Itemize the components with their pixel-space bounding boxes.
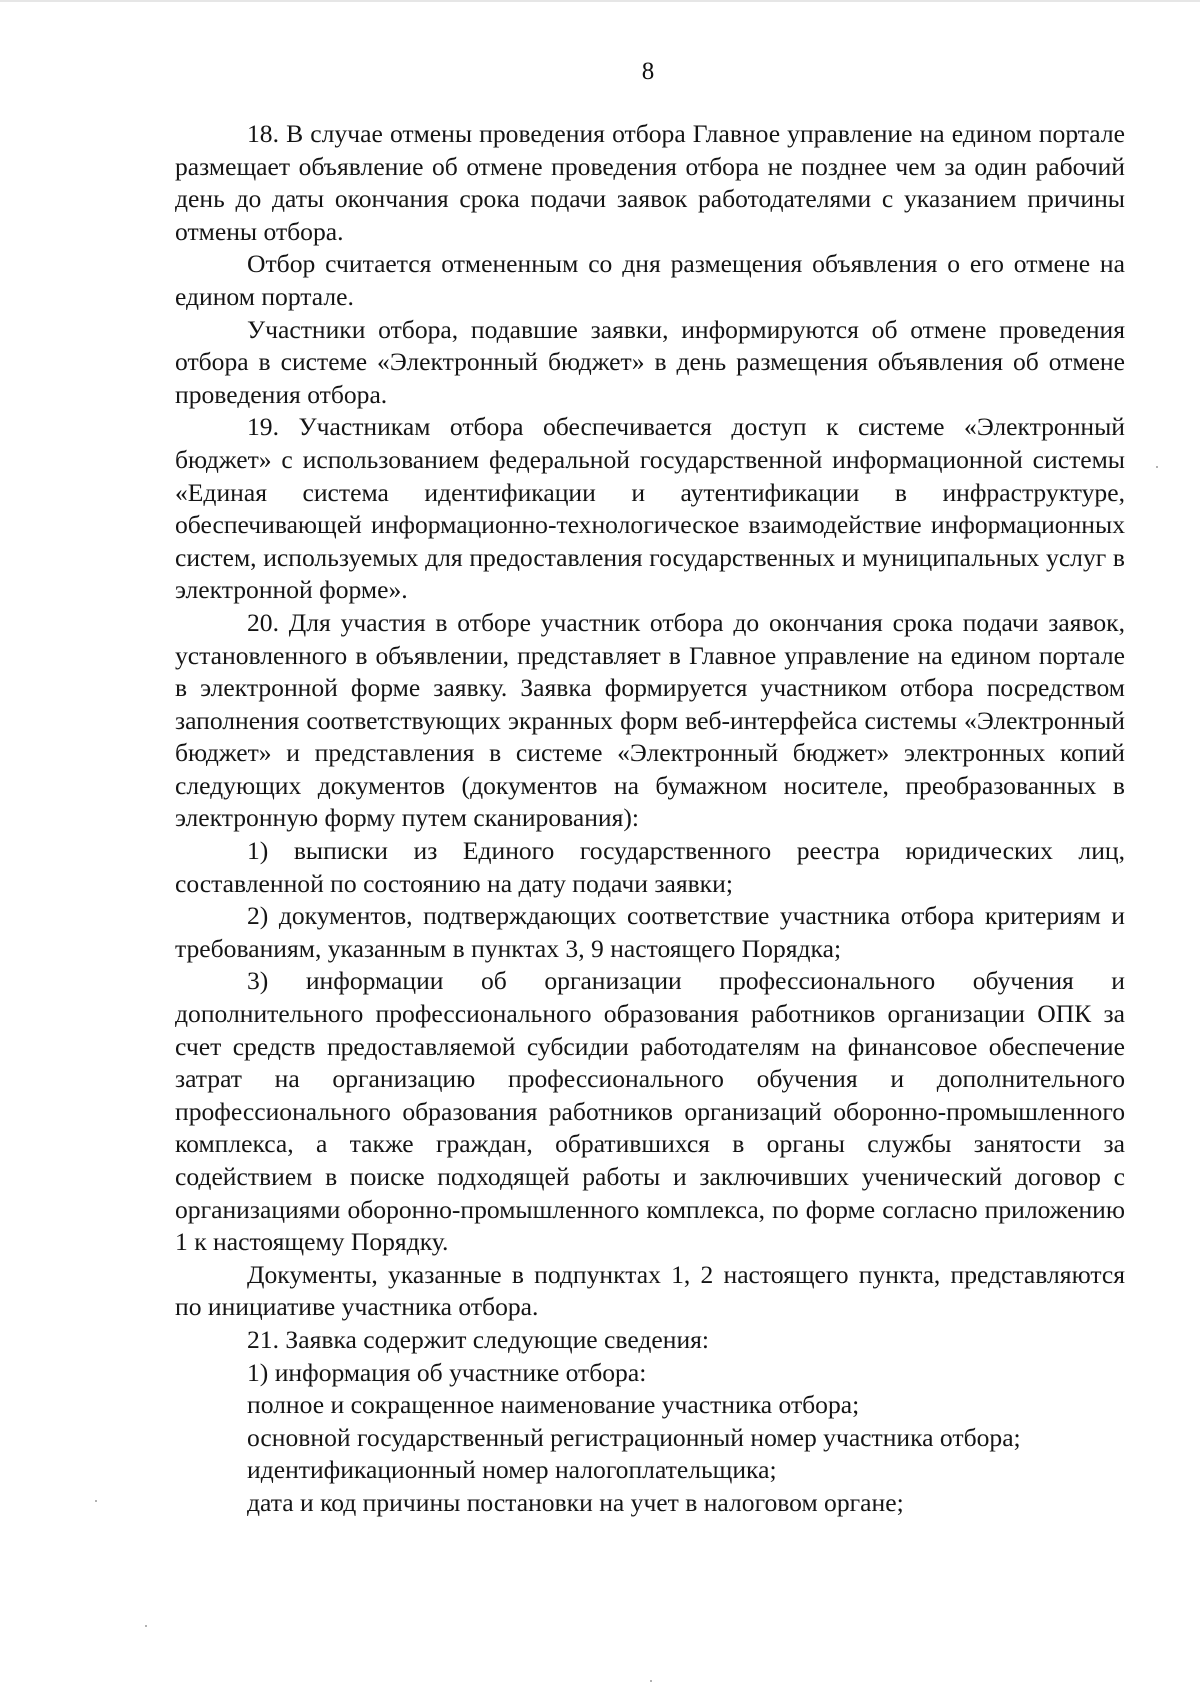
paragraph-18: 18. В случае отмены проведения отбора Главное управление на едином портале размещает объявление об отмене проведения отбора не позднее чем за один рабочий день до даты окончания срока подачи заявок работодателями с указанием причины отмены отбора.: [175, 119, 1125, 246]
scan-edge: [0, 0, 1200, 2]
scan-speck: [1156, 466, 1158, 468]
paragraph-18-notification: Участники отбора, подавшие заявки, информируются об отмене проведения отбора в системе «Электронный бюджет» в день размещения объявления об отмене проведения отбора.: [175, 314, 1125, 409]
document-body: [175, 118, 1125, 1520]
paragraph-20-item-3: 3) информации об организации профессионального обучения и дополнительного профессионального образования работников организации ОПК за счет средств предоставляемой субсидии работодателям на финансовое обеспечение затрат на организацию профессионального обучения и дополнительного профессионального образования работников организаций оборонно-промышленного комплекса, а также граждан, обратившихся в органы службы занятости за содействием в поиске подходящей работы и заключивших ученический договор с организациями оборонно-промышленного комплекса, по форме согласно приложению 1 к настоящему Порядку.: [175, 966, 1125, 1257]
paragraph-21: 21. Заявка содержит следующие сведения:: [247, 1324, 710, 1354]
paragraph-19: 19. Участникам отбора обеспечивается доступ к системе «Электронный бюджет» с использованием федеральной государственной информационной системы «Единая система идентификации и аутентификации в инфраструктуре, обеспечивающей информационно-технологическое взаимодействие информационных систем, используемых для предоставления государственных и муниципальных услуг в электронной форме».: [175, 412, 1125, 605]
paragraph-20-note: Документы, указанные в подпунктах 1, 2 настоящего пункта, представляются по инициативе участника отбора.: [175, 1259, 1125, 1322]
scan-speck: [95, 1500, 97, 1502]
paragraph-21-item-1: 1) информация об участнике отбора:: [247, 1357, 647, 1387]
paragraph-21-inn: идентификационный номер налогоплательщика;: [247, 1455, 777, 1485]
paragraph-20: 20. Для участия в отборе участник отбора до окончания срока подачи заявок, установленного в объявлении, представляет в Главное управление на едином портале в электронной форме заявку. Заявка формируется участником отбора посредством заполнения соответствующих экранных форм веб-интерфейса системы «Электронный бюджет» и представления в системе «Электронный бюджет» электронных копий следующих документов (документов на бумажном носителе, преобразованных в электронную форму путем сканирования):: [175, 607, 1125, 833]
paragraph-20-item-2: 2) документов, подтверждающих соответствие участника отбора критериям и требованиям, указанным в пунктах 3, 9 настоящего Порядка;: [175, 901, 1125, 963]
paragraph-20-item-1: 1) выписки из Единого государственного реестра юридических лиц, составленной по состоянию на дату подачи заявки;: [175, 836, 1125, 898]
paragraph-21-kpp: дата и код причины постановки на учет в налоговом органе;: [247, 1487, 904, 1517]
paragraph-21-full-name: полное и сокращенное наименование участника отбора;: [247, 1390, 860, 1420]
page-number: 8: [641, 58, 655, 85]
paragraph-18-cancel-effect: Отбор считается отмененным со дня размещения объявления о его отмене на едином портале.: [175, 249, 1125, 311]
paragraph-21-ogrn: основной государственный регистрационный номер участника отбора;: [247, 1422, 1021, 1452]
scan-speck: [650, 1680, 652, 1682]
scan-speck: [145, 1625, 147, 1627]
